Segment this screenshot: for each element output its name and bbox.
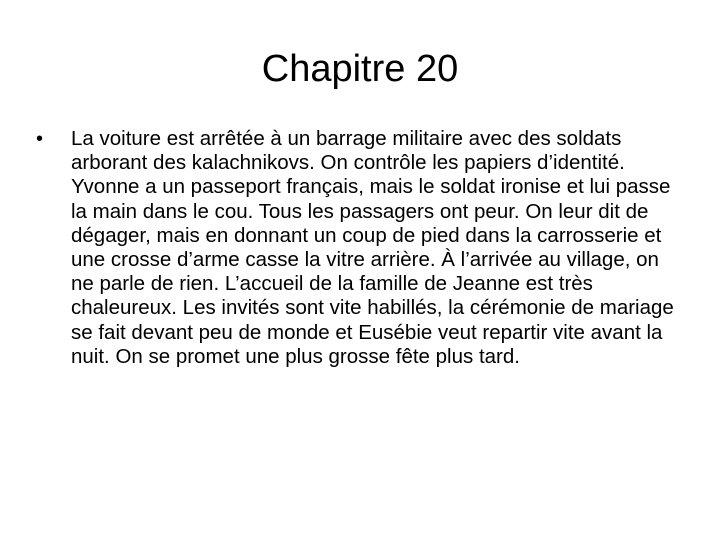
slide-title: Chapitre 20 (261, 48, 459, 90)
bullet-item (36, 127, 684, 369)
bullet-list (36, 127, 684, 369)
bullet-text: La voiture est arrêtée à un barrage militaire avec des soldats arborant des kalachnikovs. On contrôle les papiers d’identité. Yvonne a un passeport français, mais le soldat ironise et lui passe la main dans le cou. Tous les passagers ont peur. On leur dit de dégager, mais en donnant un coup de pied dans la carrosserie et une crosse d’arme casse la vitre arrière. À l’arrivée au village, on ne parle de rien. L’accueil de la famille de Jeanne est très chaleureux. Les invités sont vite habillés, la cérémonie de mariage se fait devant peu de monde et Eusébie veut repartir vite avant la nuit. On se promet une plus grosse fête plus tard. (71, 127, 674, 368)
bullet-marker: • (36, 128, 44, 150)
